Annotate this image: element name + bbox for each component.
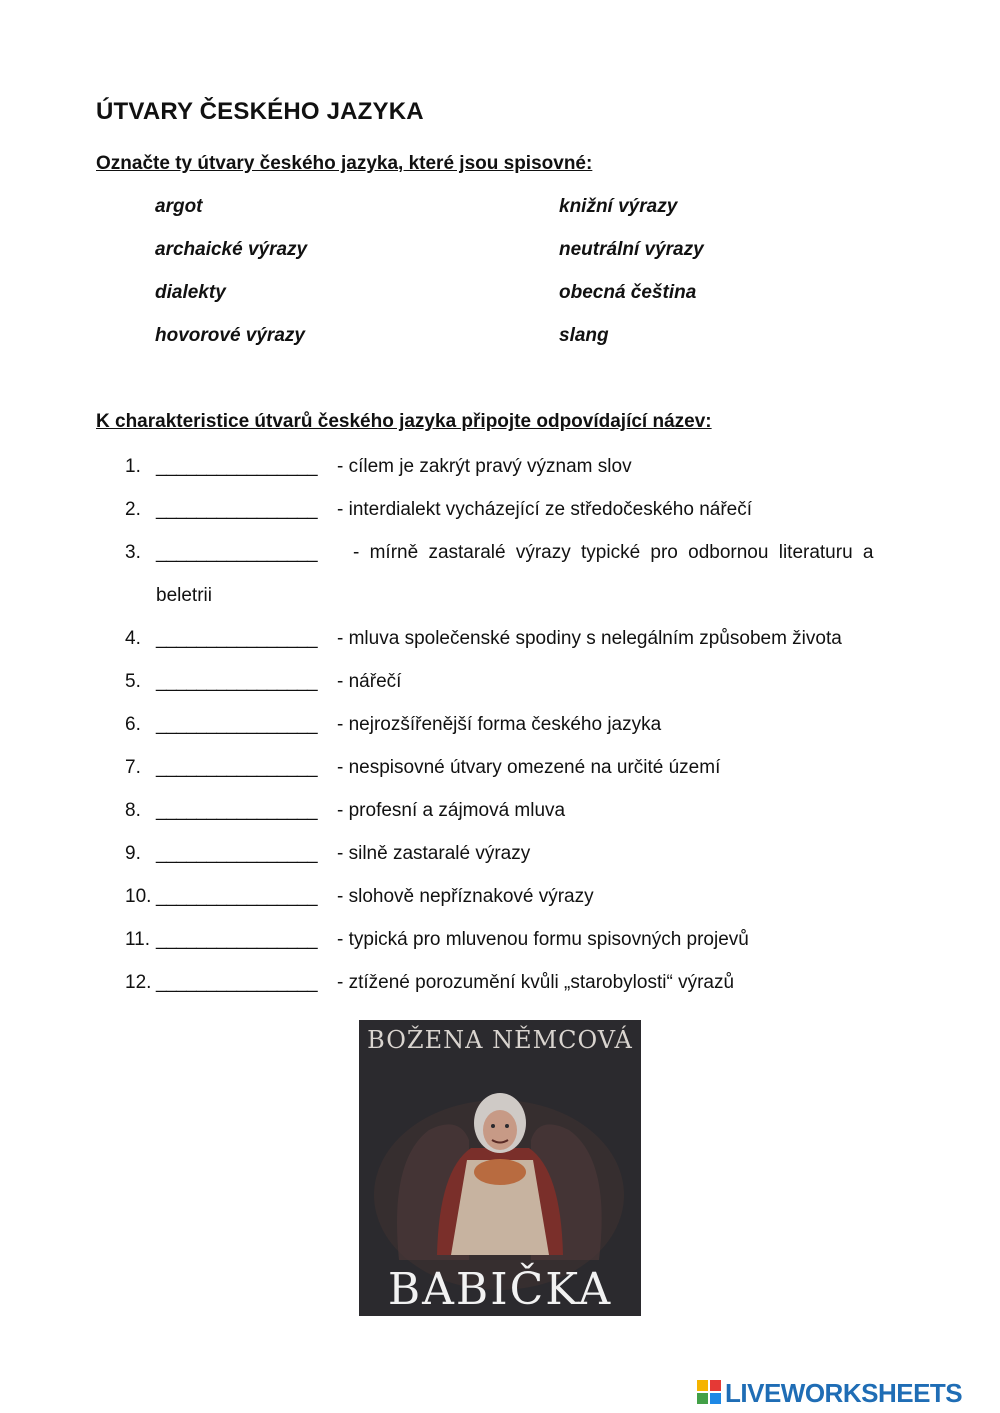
item-definition-continued: beletrii: [156, 585, 212, 606]
answer-blank[interactable]: ________________: [156, 499, 318, 520]
item-number: 10.: [125, 886, 152, 907]
item-definition: - nejrozšířenější forma českého jazyka: [337, 714, 662, 735]
item-definition: - mírně zastaralé výrazy typické pro odbornou literaturu a: [353, 542, 874, 563]
list-item: [125, 627, 905, 670]
definition-list: [125, 455, 905, 1014]
list-item: [125, 971, 905, 1014]
item-definition: - nespisovné útvary omezené na určité území: [337, 757, 721, 778]
item-number: 5.: [125, 671, 141, 692]
term-option[interactable]: argot: [155, 196, 203, 217]
list-item: [125, 455, 905, 498]
list-item: [125, 498, 905, 541]
list-item: [125, 842, 905, 885]
answer-blank[interactable]: ________________: [156, 542, 318, 563]
book-cover-image: [359, 1020, 641, 1316]
list-item: [125, 713, 905, 756]
page-title: ÚTVARY ČESKÉHO JAZYKA: [96, 98, 424, 125]
term-option[interactable]: archaické výrazy: [155, 239, 308, 260]
item-number: 12.: [125, 972, 152, 993]
item-number: 4.: [125, 628, 141, 649]
item-definition: - ztížené porozumění kvůli „starobylosti“ výrazů: [337, 972, 735, 993]
item-number: 1.: [125, 456, 141, 477]
item-definition: - cílem je zakrýt pravý význam slov: [337, 456, 632, 477]
term-option[interactable]: slang: [559, 325, 609, 346]
answer-blank[interactable]: ________________: [156, 929, 318, 950]
answer-blank[interactable]: ________________: [156, 757, 318, 778]
item-number: 2.: [125, 499, 141, 520]
item-number: 3.: [125, 542, 141, 563]
brand-name: LIVEWORKSHEETS: [725, 1378, 963, 1408]
item-definition: - interdialekt vycházející ze středočeského nářečí: [337, 499, 753, 520]
answer-blank[interactable]: ________________: [156, 456, 318, 477]
item-definition: - nářečí: [337, 671, 402, 692]
item-number: 7.: [125, 757, 141, 778]
term-options: [155, 196, 795, 368]
task2-instruction: K charakteristice útvarů českého jazyka připojte odpovídající název:: [96, 411, 712, 432]
item-number: 6.: [125, 714, 141, 735]
answer-blank[interactable]: ________________: [156, 628, 318, 649]
answer-blank[interactable]: ________________: [156, 886, 318, 907]
list-item: [125, 541, 905, 627]
item-definition: - slohově nepříznakové výrazy: [337, 886, 594, 907]
term-option[interactable]: hovorové výrazy: [155, 325, 305, 346]
term-option[interactable]: obecná čeština: [559, 282, 697, 303]
item-definition: - typická pro mluvenou formu spisovných projevů: [337, 929, 749, 950]
answer-blank[interactable]: ________________: [156, 972, 318, 993]
book-title: BABIČKA: [387, 1264, 613, 1315]
list-item: [125, 928, 905, 971]
answer-blank[interactable]: ________________: [156, 671, 318, 692]
answer-blank[interactable]: ________________: [156, 800, 318, 821]
book-author: BOŽENA NĚMCOVÁ: [367, 1026, 633, 1054]
list-item: [125, 799, 905, 842]
list-item: [125, 756, 905, 799]
item-number: 8.: [125, 800, 141, 821]
term-option[interactable]: knižní výrazy: [559, 196, 678, 217]
list-item: [125, 670, 905, 713]
term-option[interactable]: neutrální výrazy: [559, 239, 704, 260]
answer-blank[interactable]: ________________: [156, 714, 318, 735]
list-item: [125, 885, 905, 928]
liveworksheets-logo-icon: [697, 1380, 721, 1404]
term-option[interactable]: dialekty: [155, 282, 226, 303]
item-definition: - profesní a zájmová mluva: [337, 800, 566, 821]
answer-blank[interactable]: ________________: [156, 843, 318, 864]
item-number: 9.: [125, 843, 141, 864]
item-definition: - silně zastaralé výrazy: [337, 843, 531, 864]
item-definition: - mluva společenské spodiny s nelegálním způsobem života: [337, 628, 842, 649]
item-number: 11.: [125, 929, 151, 950]
task1-instruction: Označte ty útvary českého jazyka, které jsou spisovné:: [96, 153, 593, 174]
